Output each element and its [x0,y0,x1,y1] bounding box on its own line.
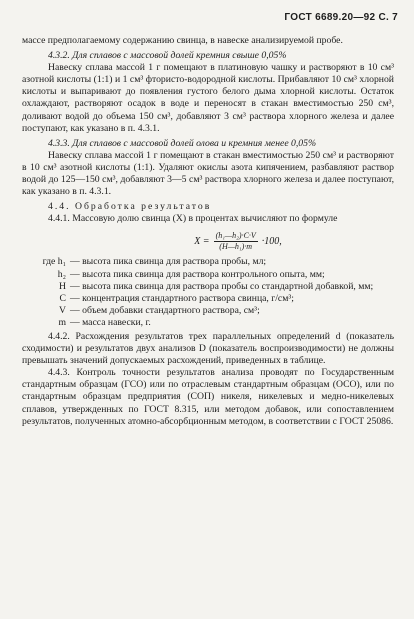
definition-symbol: где h₁ [42,256,66,268]
definition-text: — высота пика свинца для раствора контрольного опыта, мм; [70,268,325,280]
definition-symbol: h₂ [57,268,66,280]
section-4-4-3-text: 4.4.3. Контроль точности результатов анализа проводят по Государственным стандартным образцам (ГСО) или по отраслевым стандартным образцам (ОСО), или по стандартным образцам предприятия (СОП) никеля, никелевых и медно-никелевых сплавов, утвержденных по ГОСТ 8.315, или методом добавок, или сопоставлением результатов, полученных атомно-абсорбционным методом, в соответствии с ГОСТ 25086. [22,367,394,427]
formula-lhs: X = [194,235,210,247]
definition-symbol: H [59,280,66,292]
section-4-3-3-text: Навеску сплава массой 1 г помещают в стакан вместимостью 250 см³ и растворяют в 10 см³ азотной кислоты (1:1). Удаляют окислы азота кипячением, разбавляют раствор водой до 125—150 см³, добавляют 3—5 см³ раствора хлорного железа и далее поступают, как указано в п. 4.3.1. [22,149,394,198]
definition-text: — высота пика свинца для раствора пробы со стандартной добавкой, мм; [70,280,374,292]
definition-row [22,269,394,281]
section-4-3-2-text: Навеску сплава массой 1 г помещают в платиновую чашку и растворяют в 10 см³ азотной кислоты (1:1) и 1 см³ фтористо-водородной кислоты. Прибавляют 10 см³ хлорной кислоты и выпаривают до появления густого белого дыма хлорной кислоты. Остаток охлаждают, растворяют осадок в воде и переносят в стакан вместимостью 250 см³, доливают водой до объема 150 см³, добавляют 3 см³ раствора хлорного железа и далее поступают, как указано в п. 4.3.1. [22,62,394,134]
section-4-4-1-text: 4.4.1. Массовую долю свинца (X) в процентах вычисляют по формуле [48,213,338,225]
definition-row [22,305,394,317]
definition-row [22,293,394,305]
formula-numerator: (h₁—h₂)·C·V [215,231,256,241]
section-4-3-3-title: 4.3.3. Для сплавов с массовой долей олова и кремния менее 0,05% [48,137,317,149]
definition-symbol: C [59,292,66,304]
definition-row [22,256,394,268]
definition-symbol: V [59,304,66,316]
definition-text: — концентрация стандартного раствора свинца, г/см³; [70,292,294,304]
definition-row [22,317,394,329]
definition-symbol: m [58,316,66,328]
section-4-3-2-title: 4.3.2. Для сплавов с массовой долей кремния свыше 0,05% [48,50,287,62]
definition-text: — объем добавки стандартного раствора, см³; [70,304,260,316]
section-4-4-2-text: 4.4.2. Расхождения результатов трех параллельных определений d (показатель сходимости) и результатов двух анализов D (показатель воспроизводимости) не должны превышать значений допускаемых расхождений, приведенных в таблице. [22,330,394,367]
variable-definitions [22,256,394,329]
section-4-4-title: 4.4. Обработка результатов [48,201,212,213]
paragraph-continuation: массе предполагаемому содержанию свинца, в навеске анализируемой пробе. [22,35,343,46]
definition-text: — масса навески, г. [70,316,151,328]
formula-fraction [214,231,258,252]
page-header: ГОСТ 6689.20—92 С. 7 [284,12,398,23]
document-body [22,35,394,428]
formula [82,231,394,252]
formula-denominator: (H—h₁)·m [219,242,253,252]
definition-text: — высота пика свинца для раствора пробы, мл; [70,256,267,268]
definition-row [22,281,394,293]
formula-tail: ·100, [261,235,282,247]
